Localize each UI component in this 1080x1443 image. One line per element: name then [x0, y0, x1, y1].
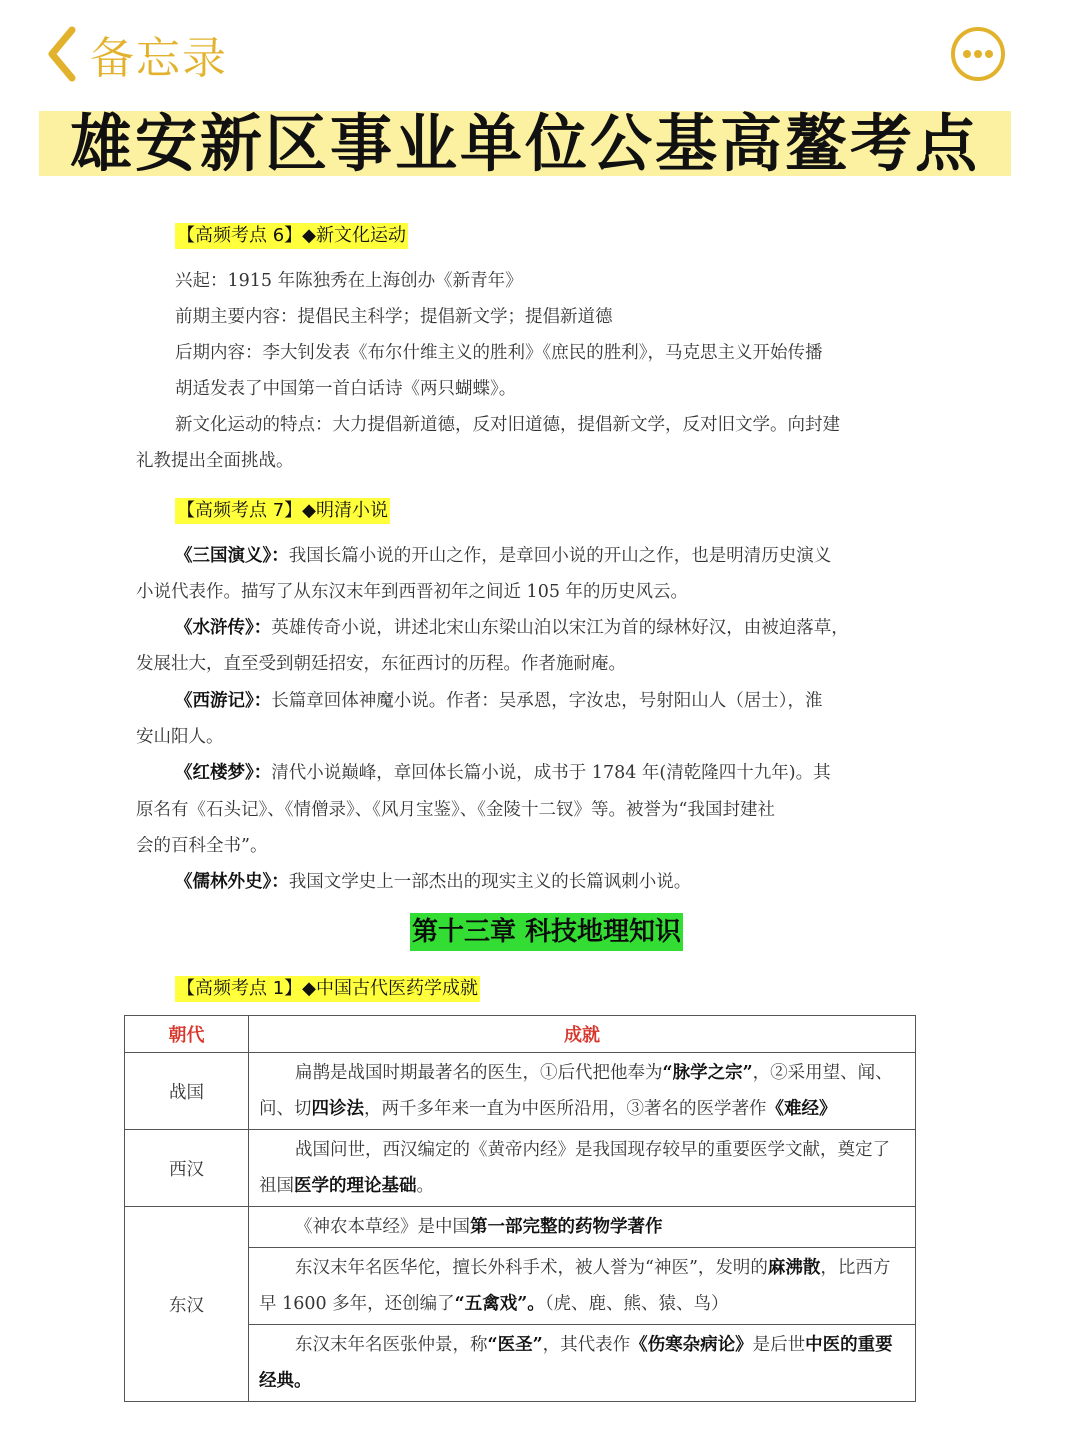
bold-span: 《伤寒杂病论》 — [630, 1335, 753, 1355]
more-button[interactable] — [950, 26, 1006, 82]
bold-span: 中医的重要经典。 — [259, 1335, 893, 1391]
book-text: 长篇章回体神魔小说。作者：吴承恩，字汝忠，号射阳山人（居士），淮 — [271, 691, 823, 711]
book-title: 《西游记》： — [175, 691, 272, 711]
bold-span: 四诊法 — [311, 1099, 364, 1119]
book-title: 《儒林外史》： — [175, 872, 289, 892]
s6-line-5: 新文化运动的特点：大力提倡新道德，反对旧道德，提倡新文学，反对旧文学。向封建 — [175, 415, 840, 435]
dynasty-cell: 东汉 — [125, 1207, 249, 1402]
s6-line-3: 后期内容：李大钊发表《布尔什维主义的胜利》《庶民的胜利》，马克思主义开始传播 — [175, 343, 823, 363]
book-shuihu-line-2: 发展壮大，直至受到朝廷招安，东征西讨的历程。作者施耐庵。 — [136, 654, 626, 674]
achievement-cell — [249, 1248, 916, 1325]
text-span: 是后世 — [752, 1335, 806, 1355]
book-shuihu-line-1 — [175, 615, 849, 641]
book-honglou-line-3: 会的百科全书”。 — [136, 836, 268, 856]
header-dynasty: 朝代 — [125, 1016, 249, 1053]
text-span: ，比西方早 1600 多年，还创编了 — [259, 1258, 891, 1314]
text-span: 《神农本草经》是中国 — [295, 1217, 470, 1237]
section-heading-7: 【高频考点 7】◆明清小说 — [175, 498, 390, 524]
achievement-cell — [249, 1207, 916, 1248]
book-rulin-line-1 — [175, 869, 691, 895]
chapter-heading: 第十三章 科技地理知识 — [410, 913, 683, 951]
section-heading-1: 【高频考点 1】◆中国古代医药学成就 — [175, 976, 480, 1002]
more-options-icon — [950, 26, 1006, 82]
back-label: 备忘录 — [90, 33, 228, 84]
text-span: 战国问世，西汉编定的《黄帝内经》是我国现存较早的重要医学文献，奠定了祖国 — [259, 1140, 890, 1196]
chevron-left-icon — [44, 24, 78, 84]
book-sanguo-line-2: 小说代表作。描写了从东汉末年到西晋初年之间近 105 年的历史风云。 — [136, 582, 689, 602]
text-span: 东汉末年名医张仲景，称 — [295, 1335, 488, 1355]
dynasty-cell: 西汉 — [125, 1130, 249, 1207]
table-header-row — [125, 1016, 916, 1053]
book-xiyou-line-2: 安山阳人。 — [136, 727, 224, 747]
dynasty-cell: 战国 — [125, 1053, 249, 1130]
s6-line-2: 前期主要内容：提倡民主科学；提倡新文学；提倡新道德 — [175, 307, 613, 327]
header-achievement: 成就 — [249, 1016, 916, 1053]
book-title: 《红楼梦》： — [175, 763, 272, 783]
bold-span: 麻沸散 — [767, 1258, 821, 1278]
book-title: 《水浒传》： — [175, 618, 272, 638]
achievement-cell — [249, 1325, 916, 1402]
text-span: ，②采用望、闻、问、切 — [259, 1063, 893, 1119]
page-title: 雄安新区事业单位公基高鳌考点 — [69, 107, 980, 180]
text-span: 东汉末年名医华佗，擅长外科手术，被人誉为“神医”，发明的 — [295, 1258, 768, 1278]
table-row — [125, 1130, 916, 1207]
bold-span: 医学的理论基础 — [294, 1176, 417, 1196]
text-span: 扁鹊是战国时期最著名的医生，①后代把他奉为 — [295, 1063, 663, 1083]
book-honglou-line-2: 原名有《石头记》、《情僧录》、《风月宝鉴》、《金陵十二钗》等。被誉为“我国封建社 — [136, 800, 775, 820]
text-span: 。 — [416, 1176, 434, 1196]
s6-line-1: 兴起：1915 年陈独秀在上海创办《新青年》 — [175, 271, 523, 291]
achievement-cell — [249, 1130, 916, 1207]
book-sanguo-line-1 — [175, 543, 831, 569]
book-text: 我国文学史上一部杰出的现实主义的长篇讽刺小说。 — [288, 872, 692, 892]
section-heading-6: 【高频考点 6】◆新文化运动 — [175, 223, 408, 249]
bold-span: 《难经》 — [766, 1099, 837, 1119]
book-honglou-line-1 — [175, 760, 831, 786]
back-button[interactable] — [44, 22, 228, 86]
top-bar — [0, 0, 1080, 108]
s6-line-6: 礼教提出全面挑战。 — [136, 451, 294, 471]
bold-span: 第一部完整的药物学著作 — [470, 1217, 663, 1237]
book-xiyou-line-1 — [175, 688, 823, 714]
text-span: ，其代表作 — [542, 1335, 631, 1355]
s6-line-4: 胡适发表了中国第一首白话诗《两只蝴蝶》。 — [175, 379, 517, 399]
book-text: 清代小说巅峰，章回体长篇小说，成书于 1784 年(清乾隆四十九年)。其 — [271, 763, 831, 783]
bold-span: “医圣” — [487, 1335, 543, 1355]
medicine-table — [124, 1015, 916, 1402]
text-span: （虎、鹿、熊、猿、鸟） — [544, 1294, 729, 1314]
table-row — [125, 1207, 916, 1248]
bold-span: “脉学之宗” — [662, 1063, 753, 1083]
table-row — [125, 1053, 916, 1130]
book-title: 《三国演义》： — [175, 546, 289, 566]
book-text: 我国长篇小说的开山之作，是章回小说的开山之作，也是明清历史演义 — [288, 546, 832, 566]
bold-span: “五禽戏”。 — [454, 1294, 545, 1314]
achievement-cell — [249, 1053, 916, 1130]
book-text: 英雄传奇小说，讲述北宋山东梁山泊以宋江为首的绿林好汉，由被迫落草， — [271, 618, 849, 638]
text-span: ，两千多年来一直为中医所沿用，③著名的医学著作 — [364, 1099, 767, 1119]
